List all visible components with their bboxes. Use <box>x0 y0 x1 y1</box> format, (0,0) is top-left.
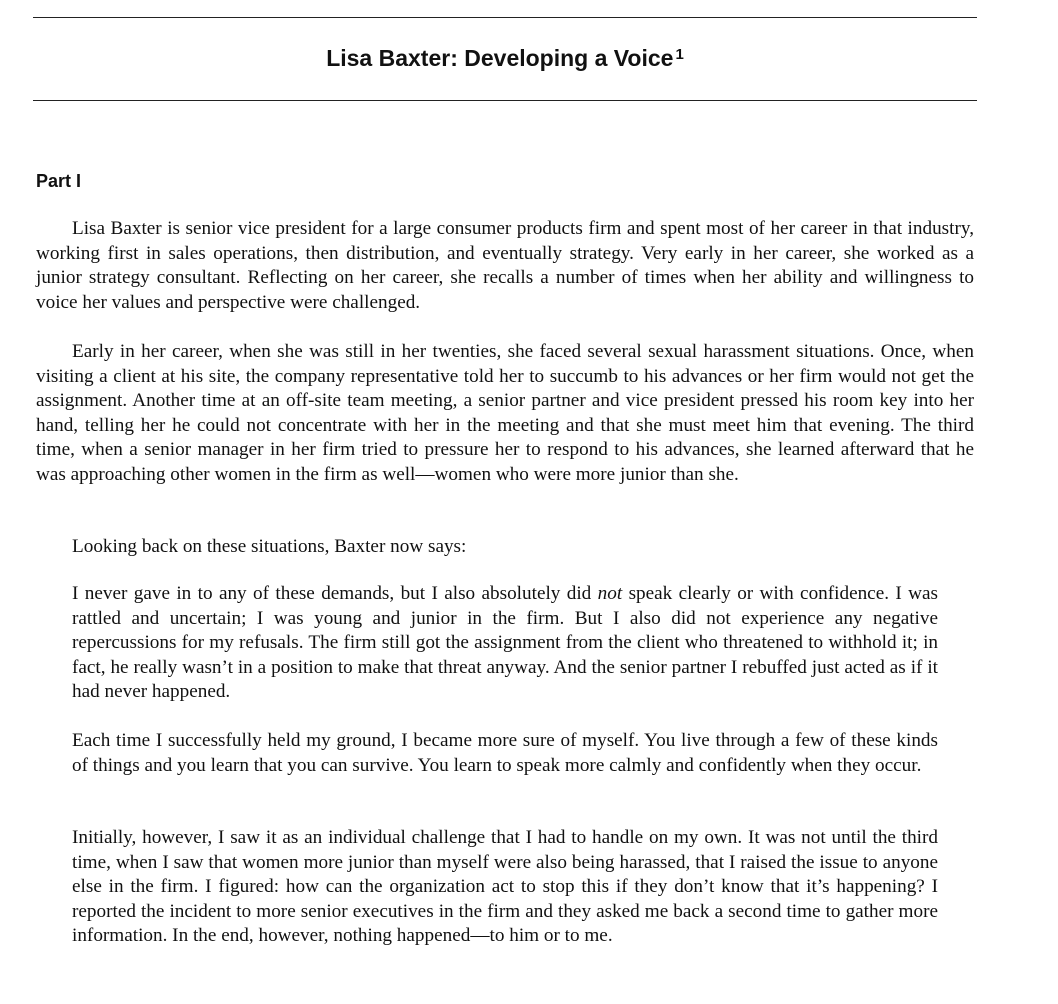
document-title <box>33 42 977 74</box>
section-heading: Part I <box>36 171 82 191</box>
quote-paragraph-1 <box>72 582 938 705</box>
quote-paragraph-2: Each time I successfully held my ground, I became more sure of myself. You live through a few of these kinds of things and you learn that you can survive. You learn to speak more calmly and confidently when they occur. <box>72 730 938 776</box>
bottom-rule <box>33 100 977 101</box>
body-paragraph-2: Early in her career, when she was still in her twenties, she faced several sexual harassment situations. Once, when visiting a client at his site, the company representative told her to succumb to his advances or her firm would not get the assignment. Another time at an off-site team meeting, a senior partner and vice president pressed his room key into her hand, telling her he could not concentrate with her in the meeting and that she must meet him that evening. The third time, when a senior manager in her firm tried to pressure her to respond to his advances, she learned afterward that he was approaching other women in the firm as well—women who were more junior than she. <box>36 341 974 485</box>
footnote-marker: 1 <box>675 46 684 63</box>
quote-paragraph-3: Initially, however, I saw it as an individual challenge that I had to handle on my own. It was not until the third time, when I saw that women more junior than myself were also being harassed, that I raised the issue to anyone else in the firm. I figured: how can the organization act to stop this if they don’t know that it’s happening? I reported the incident to more senior executives in the firm and they asked me back a second time to gather more information. In the end, however, nothing happened—to him or to me. <box>72 827 938 947</box>
body-paragraph-1: Lisa Baxter is senior vice president for a large consumer products firm and spent most of her career in that industry, working first in sales operations, then distribution, and eventually strategy. Very early in her career, she worked as a junior strategy consultant. Reflecting on her career, she recalls a number of times when her ability and willingness to voice her values and perspective were challenged. <box>36 218 974 313</box>
title-text: Lisa Baxter: Developing a Voice <box>326 45 674 71</box>
quote-1-start: I never gave in to any of these demands, but I also absolutely did <box>72 583 598 604</box>
quote-1-end: speak clearly or with confidence. I was rattled and uncertain; I was young and junior in the firm. But I also did not experience any negative repercussions for my refusals. The firm still got the assignment from the client who threatened to withhold it; in fact, he really wasn’t in a position to make that threat anyway. And the senior partner I rebuffed just acted as if it had never happened. <box>72 583 938 703</box>
top-rule <box>33 17 977 18</box>
body-paragraph-3: Looking back on these situations, Baxter now says: <box>72 536 467 557</box>
quote-1-emphasis: not <box>597 583 623 604</box>
